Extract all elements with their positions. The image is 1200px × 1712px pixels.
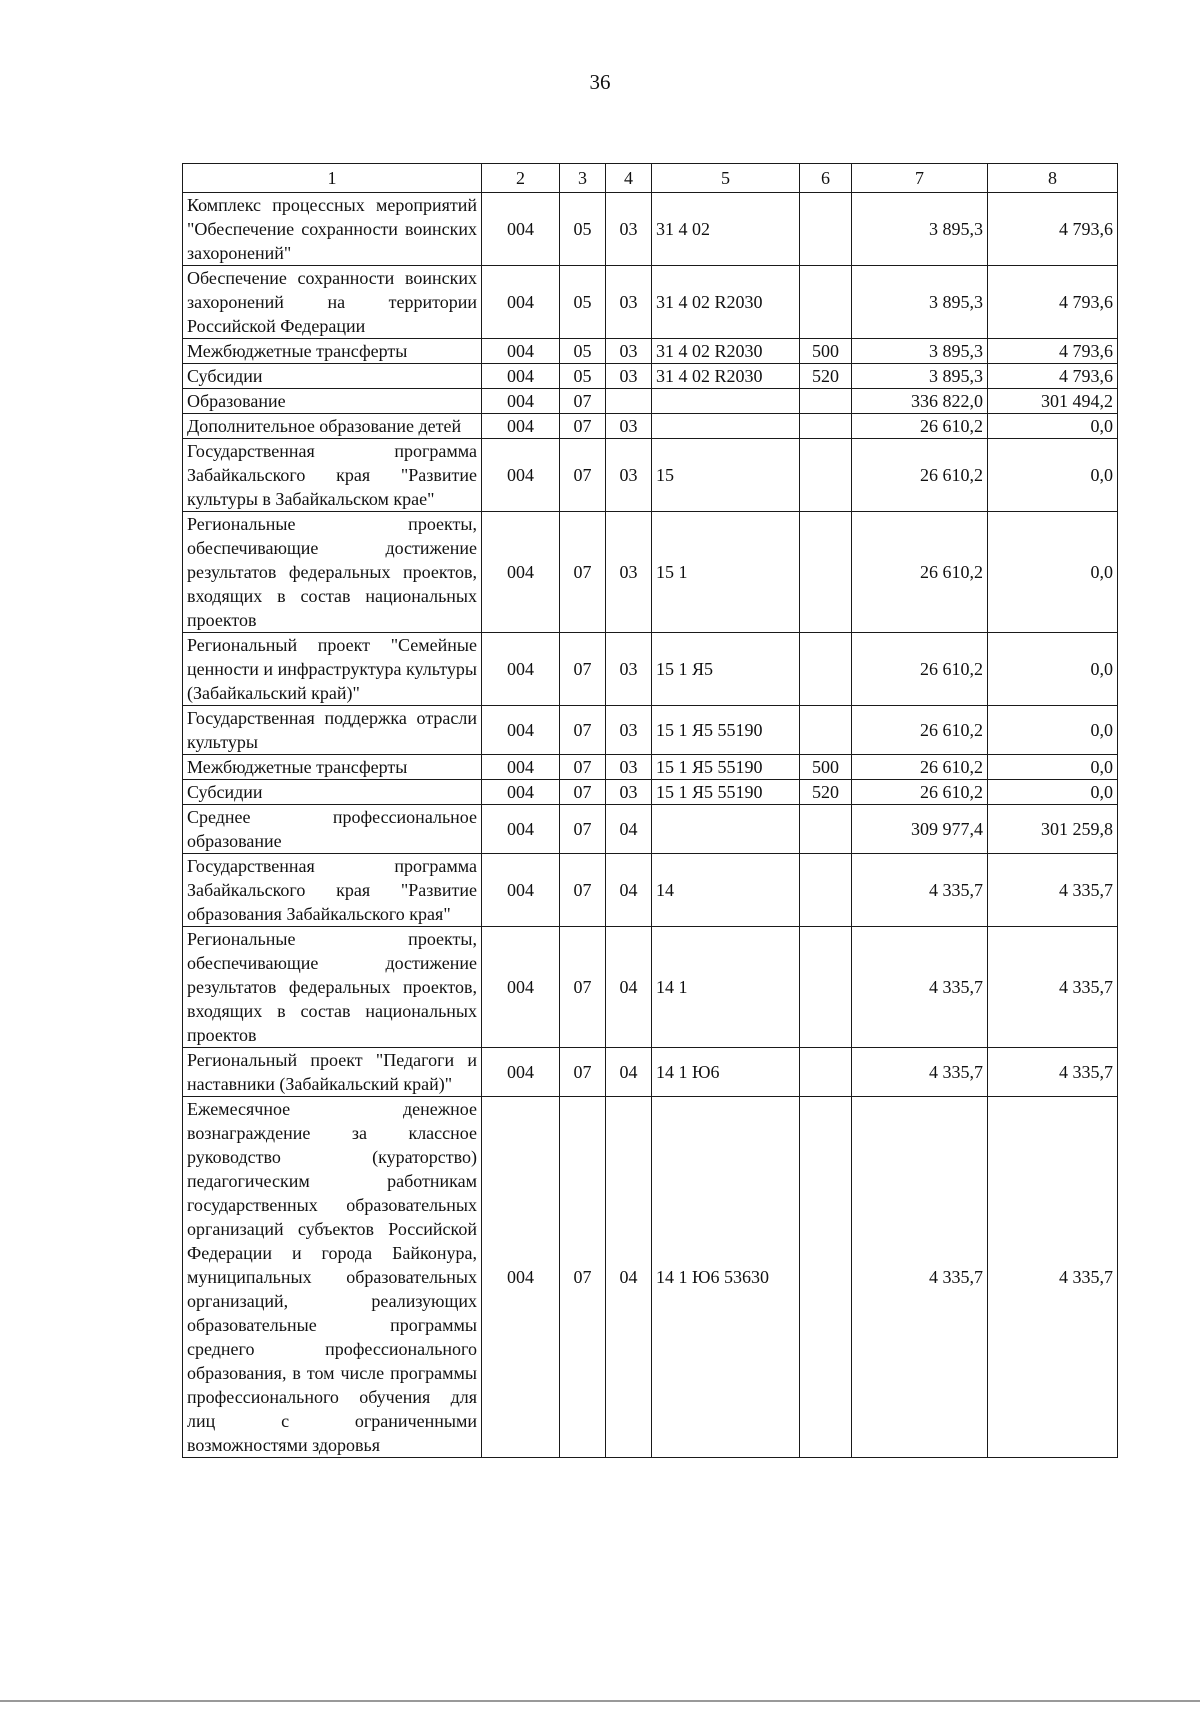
table-row xyxy=(183,512,1118,633)
target-article-cell: 15 1 Я5 55190 xyxy=(652,755,800,780)
amount-col8-cell: 4 335,7 xyxy=(988,1048,1118,1097)
expense-type-cell xyxy=(800,927,852,1048)
ministry-code-cell: 004 xyxy=(482,1097,560,1458)
amount-col8-cell: 4 335,7 xyxy=(988,927,1118,1048)
subsection-code-cell: 03 xyxy=(606,780,652,805)
expense-type-cell xyxy=(800,389,852,414)
expense-type-cell: 520 xyxy=(800,364,852,389)
section-code-cell: 07 xyxy=(560,927,606,1048)
amount-col7-cell: 3 895,3 xyxy=(852,339,988,364)
subsection-code-cell: 03 xyxy=(606,364,652,389)
ministry-code-cell: 004 xyxy=(482,266,560,339)
header-cell: 2 xyxy=(482,164,560,193)
section-code-cell: 07 xyxy=(560,780,606,805)
amount-col7-cell: 4 335,7 xyxy=(852,927,988,1048)
table-row xyxy=(183,339,1118,364)
section-code-cell: 07 xyxy=(560,389,606,414)
header-cell: 8 xyxy=(988,164,1118,193)
ministry-code-cell: 004 xyxy=(482,755,560,780)
ministry-code-cell: 004 xyxy=(482,633,560,706)
ministry-code-cell: 004 xyxy=(482,389,560,414)
ministry-code-cell: 004 xyxy=(482,414,560,439)
table-row xyxy=(183,1048,1118,1097)
section-code-cell: 07 xyxy=(560,1097,606,1458)
target-article-cell: 15 1 xyxy=(652,512,800,633)
target-article-cell: 14 1 Ю6 53630 xyxy=(652,1097,800,1458)
amount-col8-cell: 0,0 xyxy=(988,633,1118,706)
amount-col8-cell: 4 793,6 xyxy=(988,266,1118,339)
amount-col7-cell: 4 335,7 xyxy=(852,1097,988,1458)
scan-edge-line xyxy=(0,1700,1200,1702)
target-article-cell: 31 4 02 R2030 xyxy=(652,266,800,339)
table-row xyxy=(183,266,1118,339)
ministry-code-cell: 004 xyxy=(482,364,560,389)
header-cell: 6 xyxy=(800,164,852,193)
target-article-cell: 15 1 Я5 55190 xyxy=(652,706,800,755)
ministry-code-cell: 004 xyxy=(482,706,560,755)
amount-col7-cell: 26 610,2 xyxy=(852,780,988,805)
section-code-cell: 05 xyxy=(560,266,606,339)
table-row xyxy=(183,706,1118,755)
section-code-cell: 07 xyxy=(560,854,606,927)
expense-type-cell xyxy=(800,706,852,755)
row-name-cell: Комплекс процессных мероприятий "Обеспечение сохранности воинских захоронений" xyxy=(183,193,482,266)
row-name-cell: Государственная программа Забайкальского края "Развитие культуры в Забайкальском крае" xyxy=(183,439,482,512)
amount-col7-cell: 26 610,2 xyxy=(852,512,988,633)
section-code-cell: 07 xyxy=(560,633,606,706)
table-row xyxy=(183,927,1118,1048)
subsection-code-cell: 03 xyxy=(606,193,652,266)
amount-col7-cell: 4 335,7 xyxy=(852,854,988,927)
section-code-cell: 07 xyxy=(560,706,606,755)
header-row xyxy=(183,164,1118,193)
amount-col8-cell: 0,0 xyxy=(988,512,1118,633)
target-article-cell: 14 1 xyxy=(652,927,800,1048)
amount-col8-cell: 4 335,7 xyxy=(988,854,1118,927)
target-article-cell: 15 1 Я5 xyxy=(652,633,800,706)
row-name-cell: Среднее профессиональное образование xyxy=(183,805,482,854)
amount-col8-cell: 301 259,8 xyxy=(988,805,1118,854)
ministry-code-cell: 004 xyxy=(482,193,560,266)
expense-type-cell xyxy=(800,193,852,266)
amount-col7-cell: 26 610,2 xyxy=(852,414,988,439)
table-body xyxy=(183,193,1118,1458)
row-name-cell: Образование xyxy=(183,389,482,414)
expense-type-cell: 500 xyxy=(800,339,852,364)
header-cell: 5 xyxy=(652,164,800,193)
budget-table xyxy=(182,163,1118,1458)
amount-col7-cell: 3 895,3 xyxy=(852,266,988,339)
subsection-code-cell: 04 xyxy=(606,1097,652,1458)
amount-col7-cell: 26 610,2 xyxy=(852,755,988,780)
subsection-code-cell: 04 xyxy=(606,854,652,927)
target-article-cell: 31 4 02 R2030 xyxy=(652,339,800,364)
expense-type-cell: 520 xyxy=(800,780,852,805)
table-row xyxy=(183,805,1118,854)
row-name-cell: Государственная программа Забайкальского края "Развитие образования Забайкальского края" xyxy=(183,854,482,927)
target-article-cell xyxy=(652,805,800,854)
target-article-cell xyxy=(652,389,800,414)
amount-col7-cell: 3 895,3 xyxy=(852,364,988,389)
amount-col8-cell: 0,0 xyxy=(988,414,1118,439)
expense-type-cell xyxy=(800,512,852,633)
subsection-code-cell xyxy=(606,389,652,414)
section-code-cell: 05 xyxy=(560,193,606,266)
header-cell: 4 xyxy=(606,164,652,193)
row-name-cell: Межбюджетные трансферты xyxy=(183,339,482,364)
subsection-code-cell: 03 xyxy=(606,439,652,512)
table-row xyxy=(183,193,1118,266)
row-name-cell: Региональные проекты, обеспечивающие достижение результатов федеральных проектов, входящих в состав национальных проектов xyxy=(183,927,482,1048)
row-name-cell: Дополнительное образование детей xyxy=(183,414,482,439)
table-row xyxy=(183,439,1118,512)
ministry-code-cell: 004 xyxy=(482,339,560,364)
table-row xyxy=(183,755,1118,780)
subsection-code-cell: 03 xyxy=(606,755,652,780)
amount-col8-cell: 4 793,6 xyxy=(988,193,1118,266)
amount-col8-cell: 0,0 xyxy=(988,439,1118,512)
expense-type-cell xyxy=(800,439,852,512)
row-name-cell: Обеспечение сохранности воинских захоронений на территории Российской Федерации xyxy=(183,266,482,339)
table-row xyxy=(183,854,1118,927)
expense-type-cell xyxy=(800,266,852,339)
section-code-cell: 07 xyxy=(560,512,606,633)
header-cell: 3 xyxy=(560,164,606,193)
subsection-code-cell: 03 xyxy=(606,339,652,364)
target-article-cell: 14 1 Ю6 xyxy=(652,1048,800,1097)
table-row xyxy=(183,633,1118,706)
ministry-code-cell: 004 xyxy=(482,780,560,805)
section-code-cell: 07 xyxy=(560,805,606,854)
amount-col8-cell: 0,0 xyxy=(988,755,1118,780)
ministry-code-cell: 004 xyxy=(482,927,560,1048)
section-code-cell: 07 xyxy=(560,755,606,780)
row-name-cell: Субсидии xyxy=(183,780,482,805)
header-cell: 7 xyxy=(852,164,988,193)
ministry-code-cell: 004 xyxy=(482,512,560,633)
amount-col8-cell: 4 335,7 xyxy=(988,1097,1118,1458)
row-name-cell: Межбюджетные трансферты xyxy=(183,755,482,780)
header-cell: 1 xyxy=(183,164,482,193)
table-row xyxy=(183,389,1118,414)
section-code-cell: 05 xyxy=(560,364,606,389)
expense-type-cell xyxy=(800,1097,852,1458)
section-code-cell: 07 xyxy=(560,439,606,512)
table-row xyxy=(183,364,1118,389)
amount-col8-cell: 4 793,6 xyxy=(988,364,1118,389)
amount-col7-cell: 26 610,2 xyxy=(852,439,988,512)
subsection-code-cell: 04 xyxy=(606,927,652,1048)
row-name-cell: Ежемесячное денежное вознаграждение за классное руководство (кураторство) педагогическим работникам государственных образовательных организаций субъектов Российской Федерации и города Байконура, муниципальных образовательных организаций, реализующих образовательные программы среднего профессионального образования, в том числе программы профессионального обучения для лиц с ограниченными возможностями здоровья xyxy=(183,1097,482,1458)
expense-type-cell xyxy=(800,1048,852,1097)
amount-col7-cell: 309 977,4 xyxy=(852,805,988,854)
amount-col7-cell: 26 610,2 xyxy=(852,633,988,706)
subsection-code-cell: 04 xyxy=(606,805,652,854)
subsection-code-cell: 04 xyxy=(606,1048,652,1097)
subsection-code-cell: 03 xyxy=(606,414,652,439)
subsection-code-cell: 03 xyxy=(606,706,652,755)
ministry-code-cell: 004 xyxy=(482,1048,560,1097)
amount-col8-cell: 301 494,2 xyxy=(988,389,1118,414)
amount-col8-cell: 0,0 xyxy=(988,706,1118,755)
section-code-cell: 05 xyxy=(560,339,606,364)
section-code-cell: 07 xyxy=(560,414,606,439)
row-name-cell: Региональные проекты, обеспечивающие достижение результатов федеральных проектов, входящих в состав национальных проектов xyxy=(183,512,482,633)
amount-col7-cell: 4 335,7 xyxy=(852,1048,988,1097)
target-article-cell: 31 4 02 R2030 xyxy=(652,364,800,389)
table-row xyxy=(183,1097,1118,1458)
row-name-cell: Региональный проект "Семейные ценности и инфраструктура культуры (Забайкальский край)" xyxy=(183,633,482,706)
ministry-code-cell: 004 xyxy=(482,439,560,512)
row-name-cell: Субсидии xyxy=(183,364,482,389)
amount-col7-cell: 3 895,3 xyxy=(852,193,988,266)
row-name-cell: Государственная поддержка отрасли культуры xyxy=(183,706,482,755)
target-article-cell xyxy=(652,414,800,439)
target-article-cell: 14 xyxy=(652,854,800,927)
subsection-code-cell: 03 xyxy=(606,633,652,706)
amount-col8-cell: 4 793,6 xyxy=(988,339,1118,364)
target-article-cell: 31 4 02 xyxy=(652,193,800,266)
table-row xyxy=(183,780,1118,805)
page-number: 36 xyxy=(589,70,611,94)
expense-type-cell xyxy=(800,805,852,854)
expense-type-cell: 500 xyxy=(800,755,852,780)
section-code-cell: 07 xyxy=(560,1048,606,1097)
subsection-code-cell: 03 xyxy=(606,512,652,633)
amount-col8-cell: 0,0 xyxy=(988,780,1118,805)
ministry-code-cell: 004 xyxy=(482,805,560,854)
expense-type-cell xyxy=(800,854,852,927)
table-row xyxy=(183,414,1118,439)
target-article-cell: 15 xyxy=(652,439,800,512)
row-name-cell: Региональный проект "Педагоги и наставники (Забайкальский край)" xyxy=(183,1048,482,1097)
expense-type-cell xyxy=(800,414,852,439)
amount-col7-cell: 26 610,2 xyxy=(852,706,988,755)
target-article-cell: 15 1 Я5 55190 xyxy=(652,780,800,805)
subsection-code-cell: 03 xyxy=(606,266,652,339)
expense-type-cell xyxy=(800,633,852,706)
amount-col7-cell: 336 822,0 xyxy=(852,389,988,414)
ministry-code-cell: 004 xyxy=(482,854,560,927)
